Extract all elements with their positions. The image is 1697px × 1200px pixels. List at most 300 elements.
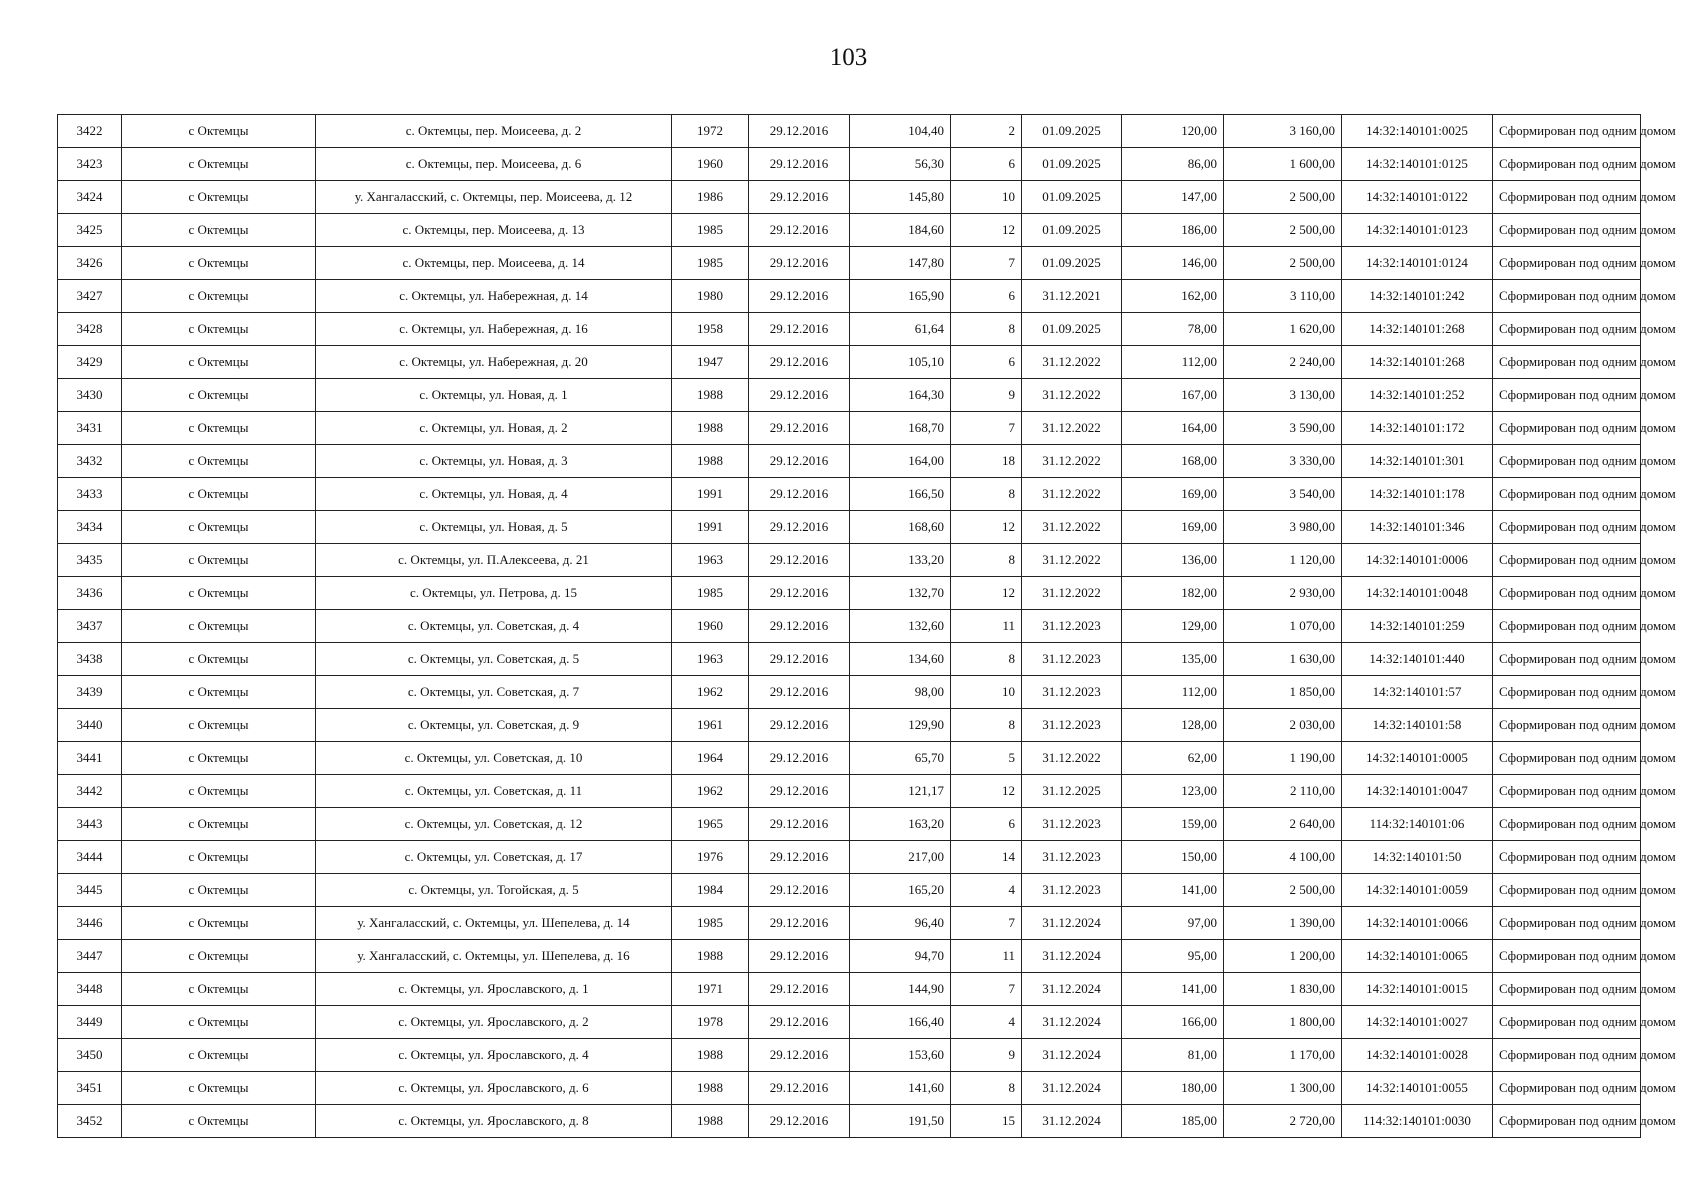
- cell-planned-date: 31.12.2023: [1022, 676, 1122, 709]
- cell-row-number: 3431: [58, 412, 122, 445]
- cell-planned-date: 31.12.2023: [1022, 643, 1122, 676]
- cell-area-2: 166,00: [1122, 1006, 1224, 1039]
- cell-planned-date: 31.12.2024: [1022, 1072, 1122, 1105]
- cell-row-number: 3447: [58, 940, 122, 973]
- cell-settlement: с Октемцы: [122, 313, 316, 346]
- cell-area-2: 185,00: [1122, 1105, 1224, 1138]
- cell-planned-date: 01.09.2025: [1022, 247, 1122, 280]
- cell-status: Сформирован под одним домом: [1493, 1006, 1641, 1039]
- cell-area-2: 120,00: [1122, 115, 1224, 148]
- cell-area: 141,60: [850, 1072, 951, 1105]
- cell-settlement: с Октемцы: [122, 676, 316, 709]
- cell-year-built: 1961: [672, 709, 749, 742]
- cell-cadastral-number: 114:32:140101:0030: [1342, 1105, 1493, 1138]
- cell-residents-count: 7: [951, 973, 1022, 1006]
- table-row: [58, 808, 1641, 841]
- cell-settlement: с Октемцы: [122, 610, 316, 643]
- cell-settlement: с Октемцы: [122, 973, 316, 1006]
- cell-year-built: 1947: [672, 346, 749, 379]
- cell-address: с. Октемцы, ул. Советская, д. 9: [316, 709, 672, 742]
- cell-settlement: с Октемцы: [122, 445, 316, 478]
- cell-date-registered: 29.12.2016: [749, 676, 850, 709]
- cell-row-number: 3438: [58, 643, 122, 676]
- cell-address: с. Октемцы, ул. Набережная, д. 20: [316, 346, 672, 379]
- cell-area: 121,17: [850, 775, 951, 808]
- cell-residents-count: 8: [951, 709, 1022, 742]
- cell-settlement: с Октемцы: [122, 280, 316, 313]
- cell-cost: 4 100,00: [1224, 841, 1342, 874]
- cell-row-number: 3441: [58, 742, 122, 775]
- cell-cost: 1 300,00: [1224, 1072, 1342, 1105]
- cell-residents-count: 11: [951, 610, 1022, 643]
- cell-cost: 3 110,00: [1224, 280, 1342, 313]
- cell-area: 56,30: [850, 148, 951, 181]
- cell-cadastral-number: 14:32:140101:268: [1342, 346, 1493, 379]
- table-row: [58, 709, 1641, 742]
- cell-settlement: с Октемцы: [122, 874, 316, 907]
- cell-row-number: 3423: [58, 148, 122, 181]
- cell-address: у. Хангаласский, с. Октемцы, ул. Шепелева, д. 14: [316, 907, 672, 940]
- cell-planned-date: 31.12.2022: [1022, 742, 1122, 775]
- cell-area: 133,20: [850, 544, 951, 577]
- cell-area-2: 164,00: [1122, 412, 1224, 445]
- cell-year-built: 1980: [672, 280, 749, 313]
- cell-address: с. Октемцы, ул. Новая, д. 3: [316, 445, 672, 478]
- cell-status: Сформирован под одним домом: [1493, 214, 1641, 247]
- cell-area: 168,60: [850, 511, 951, 544]
- cell-address: с. Октемцы, ул. П.Алексеева, д. 21: [316, 544, 672, 577]
- cell-planned-date: 31.12.2024: [1022, 907, 1122, 940]
- cell-area: 163,20: [850, 808, 951, 841]
- cell-date-registered: 29.12.2016: [749, 346, 850, 379]
- cell-planned-date: 01.09.2025: [1022, 313, 1122, 346]
- cell-status: Сформирован под одним домом: [1493, 280, 1641, 313]
- table-row: [58, 346, 1641, 379]
- cell-cost: 1 800,00: [1224, 1006, 1342, 1039]
- cell-date-registered: 29.12.2016: [749, 841, 850, 874]
- cell-status: Сформирован под одним домом: [1493, 1072, 1641, 1105]
- cell-area-2: 147,00: [1122, 181, 1224, 214]
- cell-planned-date: 31.12.2022: [1022, 577, 1122, 610]
- cell-planned-date: 31.12.2024: [1022, 940, 1122, 973]
- cell-planned-date: 31.12.2022: [1022, 412, 1122, 445]
- cell-row-number: 3433: [58, 478, 122, 511]
- cell-address: с. Октемцы, ул. Петрова, д. 15: [316, 577, 672, 610]
- cell-row-number: 3436: [58, 577, 122, 610]
- cell-status: Сформирован под одним домом: [1493, 643, 1641, 676]
- cell-planned-date: 31.12.2024: [1022, 1039, 1122, 1072]
- cell-cost: 2 110,00: [1224, 775, 1342, 808]
- table-row: [58, 643, 1641, 676]
- cell-residents-count: 11: [951, 940, 1022, 973]
- cell-date-registered: 29.12.2016: [749, 1039, 850, 1072]
- cell-date-registered: 29.12.2016: [749, 511, 850, 544]
- table-row: [58, 181, 1641, 214]
- table-row: [58, 940, 1641, 973]
- cell-cadastral-number: 14:32:140101:0006: [1342, 544, 1493, 577]
- cell-settlement: с Октемцы: [122, 841, 316, 874]
- cell-planned-date: 31.12.2022: [1022, 445, 1122, 478]
- cell-residents-count: 9: [951, 1039, 1022, 1072]
- cell-status: Сформирован под одним домом: [1493, 1039, 1641, 1072]
- cell-row-number: 3425: [58, 214, 122, 247]
- cell-year-built: 1985: [672, 577, 749, 610]
- cell-address: с. Октемцы, ул. Советская, д. 12: [316, 808, 672, 841]
- cell-residents-count: 8: [951, 1072, 1022, 1105]
- cell-status: Сформирован под одним домом: [1493, 874, 1641, 907]
- cell-planned-date: 31.12.2023: [1022, 874, 1122, 907]
- cell-address: с. Октемцы, ул. Тогойская, д. 5: [316, 874, 672, 907]
- cell-area: 165,20: [850, 874, 951, 907]
- cell-cadastral-number: 14:32:140101:346: [1342, 511, 1493, 544]
- cell-status: Сформирован под одним домом: [1493, 676, 1641, 709]
- cell-cadastral-number: 14:32:140101:0122: [1342, 181, 1493, 214]
- cell-planned-date: 31.12.2024: [1022, 973, 1122, 1006]
- cell-status: Сформирован под одним домом: [1493, 478, 1641, 511]
- cell-cadastral-number: 14:32:140101:0047: [1342, 775, 1493, 808]
- cell-cadastral-number: 14:32:140101:0125: [1342, 148, 1493, 181]
- cell-row-number: 3445: [58, 874, 122, 907]
- cell-date-registered: 29.12.2016: [749, 643, 850, 676]
- cell-cadastral-number: 14:32:140101:259: [1342, 610, 1493, 643]
- cell-date-registered: 29.12.2016: [749, 379, 850, 412]
- cell-date-registered: 29.12.2016: [749, 874, 850, 907]
- cell-year-built: 1962: [672, 676, 749, 709]
- cell-row-number: 3440: [58, 709, 122, 742]
- cell-cadastral-number: 14:32:140101:242: [1342, 280, 1493, 313]
- cell-status: Сформирован под одним домом: [1493, 313, 1641, 346]
- cell-cadastral-number: 14:32:140101:0124: [1342, 247, 1493, 280]
- table-row: [58, 247, 1641, 280]
- table-row: [58, 115, 1641, 148]
- cell-area-2: 159,00: [1122, 808, 1224, 841]
- cell-address: с. Октемцы, ул. Ярославского, д. 1: [316, 973, 672, 1006]
- cell-planned-date: 31.12.2022: [1022, 511, 1122, 544]
- cell-status: Сформирован под одним домом: [1493, 808, 1641, 841]
- cell-date-registered: 29.12.2016: [749, 544, 850, 577]
- cell-status: Сформирован под одним домом: [1493, 709, 1641, 742]
- cell-year-built: 1958: [672, 313, 749, 346]
- cell-address: с. Октемцы, ул. Советская, д. 10: [316, 742, 672, 775]
- cell-cost: 1 620,00: [1224, 313, 1342, 346]
- cell-address: с. Октемцы, ул. Новая, д. 4: [316, 478, 672, 511]
- cell-area: 164,30: [850, 379, 951, 412]
- cell-status: Сформирован под одним домом: [1493, 379, 1641, 412]
- cell-address: с. Октемцы, пер. Моисеева, д. 6: [316, 148, 672, 181]
- cell-area-2: 180,00: [1122, 1072, 1224, 1105]
- cell-status: Сформирован под одним домом: [1493, 445, 1641, 478]
- cell-row-number: 3450: [58, 1039, 122, 1072]
- cell-cost: 3 330,00: [1224, 445, 1342, 478]
- cell-cadastral-number: 14:32:140101:0055: [1342, 1072, 1493, 1105]
- cell-status: Сформирован под одним домом: [1493, 247, 1641, 280]
- cell-cadastral-number: 14:32:140101:0005: [1342, 742, 1493, 775]
- cell-area: 153,60: [850, 1039, 951, 1072]
- cell-area-2: 129,00: [1122, 610, 1224, 643]
- table-row: [58, 511, 1641, 544]
- table-row: [58, 973, 1641, 1006]
- cell-address: с. Октемцы, ул. Ярославского, д. 6: [316, 1072, 672, 1105]
- cell-area-2: 128,00: [1122, 709, 1224, 742]
- cell-area: 98,00: [850, 676, 951, 709]
- cell-area: 96,40: [850, 907, 951, 940]
- table-row: [58, 379, 1641, 412]
- cell-year-built: 1978: [672, 1006, 749, 1039]
- cell-year-built: 1964: [672, 742, 749, 775]
- table-row: [58, 214, 1641, 247]
- cell-row-number: 3428: [58, 313, 122, 346]
- cell-area-2: 78,00: [1122, 313, 1224, 346]
- page-number: 103: [829, 44, 868, 71]
- cell-area-2: 97,00: [1122, 907, 1224, 940]
- cell-area-2: 146,00: [1122, 247, 1224, 280]
- cell-area-2: 186,00: [1122, 214, 1224, 247]
- cell-status: Сформирован под одним домом: [1493, 181, 1641, 214]
- cell-area: 65,70: [850, 742, 951, 775]
- cell-residents-count: 12: [951, 577, 1022, 610]
- cell-area: 217,00: [850, 841, 951, 874]
- cell-status: Сформирован под одним домом: [1493, 544, 1641, 577]
- cell-cost: 1 120,00: [1224, 544, 1342, 577]
- cell-cadastral-number: 14:32:140101:0123: [1342, 214, 1493, 247]
- table-row: [58, 148, 1641, 181]
- cell-area-2: 167,00: [1122, 379, 1224, 412]
- cell-cost: 2 030,00: [1224, 709, 1342, 742]
- cell-area: 147,80: [850, 247, 951, 280]
- cell-address: с. Октемцы, пер. Моисеева, д. 14: [316, 247, 672, 280]
- cell-year-built: 1988: [672, 1105, 749, 1138]
- cell-row-number: 3426: [58, 247, 122, 280]
- cell-cadastral-number: 114:32:140101:06: [1342, 808, 1493, 841]
- cell-year-built: 1988: [672, 412, 749, 445]
- cell-status: Сформирован под одним домом: [1493, 610, 1641, 643]
- cell-year-built: 1985: [672, 214, 749, 247]
- cell-residents-count: 8: [951, 313, 1022, 346]
- table-row: [58, 841, 1641, 874]
- cell-residents-count: 14: [951, 841, 1022, 874]
- cell-area-2: 150,00: [1122, 841, 1224, 874]
- cell-cost: 1 850,00: [1224, 676, 1342, 709]
- cell-date-registered: 29.12.2016: [749, 907, 850, 940]
- cell-settlement: с Октемцы: [122, 808, 316, 841]
- cell-row-number: 3429: [58, 346, 122, 379]
- table-row: [58, 478, 1641, 511]
- cell-date-registered: 29.12.2016: [749, 940, 850, 973]
- table-row: [58, 280, 1641, 313]
- cell-status: Сформирован под одним домом: [1493, 1105, 1641, 1138]
- cell-cost: 3 980,00: [1224, 511, 1342, 544]
- cell-status: Сформирован под одним домом: [1493, 115, 1641, 148]
- cell-date-registered: 29.12.2016: [749, 412, 850, 445]
- cell-date-registered: 29.12.2016: [749, 808, 850, 841]
- cell-cadastral-number: 14:32:140101:0015: [1342, 973, 1493, 1006]
- cell-cost: 2 720,00: [1224, 1105, 1342, 1138]
- cell-area: 184,60: [850, 214, 951, 247]
- cell-address: с. Октемцы, ул. Ярославского, д. 4: [316, 1039, 672, 1072]
- cell-planned-date: 31.12.2022: [1022, 346, 1122, 379]
- cell-planned-date: 31.12.2024: [1022, 1006, 1122, 1039]
- cell-residents-count: 6: [951, 808, 1022, 841]
- cell-status: Сформирован под одним домом: [1493, 940, 1641, 973]
- cell-area: 94,70: [850, 940, 951, 973]
- cell-area: 104,40: [850, 115, 951, 148]
- cell-date-registered: 29.12.2016: [749, 115, 850, 148]
- cell-status: Сформирован под одним домом: [1493, 412, 1641, 445]
- cell-area-2: 169,00: [1122, 478, 1224, 511]
- cell-settlement: с Октемцы: [122, 775, 316, 808]
- cell-residents-count: 7: [951, 247, 1022, 280]
- cell-area-2: 112,00: [1122, 346, 1224, 379]
- cell-cost: 3 160,00: [1224, 115, 1342, 148]
- cell-year-built: 1988: [672, 379, 749, 412]
- cell-settlement: с Октемцы: [122, 742, 316, 775]
- cell-status: Сформирован под одним домом: [1493, 973, 1641, 1006]
- cell-residents-count: 4: [951, 1006, 1022, 1039]
- cell-date-registered: 29.12.2016: [749, 742, 850, 775]
- cell-planned-date: 31.12.2023: [1022, 709, 1122, 742]
- cell-row-number: 3452: [58, 1105, 122, 1138]
- cell-settlement: с Октемцы: [122, 181, 316, 214]
- cell-year-built: 1963: [672, 643, 749, 676]
- table-row: [58, 577, 1641, 610]
- cell-area: 166,40: [850, 1006, 951, 1039]
- cell-cadastral-number: 14:32:140101:50: [1342, 841, 1493, 874]
- table-row: [58, 445, 1641, 478]
- cell-planned-date: 31.12.2022: [1022, 544, 1122, 577]
- cell-planned-date: 01.09.2025: [1022, 148, 1122, 181]
- cell-cadastral-number: 14:32:140101:301: [1342, 445, 1493, 478]
- cell-area: 166,50: [850, 478, 951, 511]
- cell-area-2: 112,00: [1122, 676, 1224, 709]
- cell-year-built: 1985: [672, 247, 749, 280]
- cell-cost: 1 830,00: [1224, 973, 1342, 1006]
- registry-table: [57, 114, 1676, 1138]
- cell-area: 105,10: [850, 346, 951, 379]
- table-row: [58, 874, 1641, 907]
- cell-date-registered: 29.12.2016: [749, 610, 850, 643]
- cell-settlement: с Октемцы: [122, 940, 316, 973]
- table-row: [58, 1072, 1641, 1105]
- cell-area-2: 62,00: [1122, 742, 1224, 775]
- cell-settlement: с Октемцы: [122, 478, 316, 511]
- table-row: [58, 742, 1641, 775]
- cell-area-2: 169,00: [1122, 511, 1224, 544]
- cell-date-registered: 29.12.2016: [749, 775, 850, 808]
- cell-planned-date: 31.12.2022: [1022, 379, 1122, 412]
- cell-cost: 2 500,00: [1224, 181, 1342, 214]
- cell-residents-count: 6: [951, 280, 1022, 313]
- cell-address: с. Октемцы, ул. Ярославского, д. 8: [316, 1105, 672, 1138]
- cell-planned-date: 31.12.2023: [1022, 610, 1122, 643]
- cell-planned-date: 31.12.2024: [1022, 1105, 1122, 1138]
- cell-address: у. Хангаласский, с. Октемцы, пер. Моисеева, д. 12: [316, 181, 672, 214]
- cell-residents-count: 4: [951, 874, 1022, 907]
- cell-residents-count: 9: [951, 379, 1022, 412]
- cell-date-registered: 29.12.2016: [749, 280, 850, 313]
- cell-settlement: с Октемцы: [122, 148, 316, 181]
- table-row: [58, 1006, 1641, 1039]
- cell-row-number: 3437: [58, 610, 122, 643]
- cell-area: 145,80: [850, 181, 951, 214]
- cell-year-built: 1988: [672, 1039, 749, 1072]
- cell-row-number: 3432: [58, 445, 122, 478]
- cell-status: Сформирован под одним домом: [1493, 511, 1641, 544]
- cell-row-number: 3427: [58, 280, 122, 313]
- cell-area: 144,90: [850, 973, 951, 1006]
- cell-residents-count: 6: [951, 148, 1022, 181]
- cell-date-registered: 29.12.2016: [749, 313, 850, 346]
- cell-residents-count: 10: [951, 676, 1022, 709]
- cell-area-2: 182,00: [1122, 577, 1224, 610]
- cell-residents-count: 7: [951, 412, 1022, 445]
- cell-area: 129,90: [850, 709, 951, 742]
- cell-year-built: 1972: [672, 115, 749, 148]
- cell-area: 191,50: [850, 1105, 951, 1138]
- cell-row-number: 3422: [58, 115, 122, 148]
- cell-area: 61,64: [850, 313, 951, 346]
- cell-address: с. Октемцы, ул. Советская, д. 4: [316, 610, 672, 643]
- cell-row-number: 3424: [58, 181, 122, 214]
- cell-status: Сформирован под одним домом: [1493, 577, 1641, 610]
- cell-year-built: 1960: [672, 610, 749, 643]
- cell-settlement: с Октемцы: [122, 1072, 316, 1105]
- cell-year-built: 1984: [672, 874, 749, 907]
- cell-residents-count: 10: [951, 181, 1022, 214]
- cell-address: с. Октемцы, ул. Советская, д. 17: [316, 841, 672, 874]
- cell-cost: 3 130,00: [1224, 379, 1342, 412]
- cell-cost: 1 600,00: [1224, 148, 1342, 181]
- cell-settlement: с Октемцы: [122, 412, 316, 445]
- cell-settlement: с Октемцы: [122, 709, 316, 742]
- cell-address: с. Октемцы, пер. Моисеева, д. 2: [316, 115, 672, 148]
- cell-area-2: 81,00: [1122, 1039, 1224, 1072]
- cell-residents-count: 8: [951, 478, 1022, 511]
- cell-cost: 2 240,00: [1224, 346, 1342, 379]
- cell-planned-date: 31.12.2021: [1022, 280, 1122, 313]
- cell-area-2: 141,00: [1122, 874, 1224, 907]
- cell-residents-count: 2: [951, 115, 1022, 148]
- cell-settlement: с Октемцы: [122, 346, 316, 379]
- cell-address: с. Октемцы, ул. Советская, д. 7: [316, 676, 672, 709]
- cell-planned-date: 01.09.2025: [1022, 115, 1122, 148]
- cell-residents-count: 5: [951, 742, 1022, 775]
- cell-residents-count: 8: [951, 544, 1022, 577]
- cell-planned-date: 31.12.2023: [1022, 841, 1122, 874]
- cell-residents-count: 7: [951, 907, 1022, 940]
- cell-year-built: 1991: [672, 511, 749, 544]
- cell-cost: 2 500,00: [1224, 247, 1342, 280]
- cell-cost: 2 930,00: [1224, 577, 1342, 610]
- cell-date-registered: 29.12.2016: [749, 181, 850, 214]
- cell-planned-date: 01.09.2025: [1022, 181, 1122, 214]
- cell-year-built: 1976: [672, 841, 749, 874]
- cell-cost: 3 540,00: [1224, 478, 1342, 511]
- cell-residents-count: 12: [951, 214, 1022, 247]
- cell-address: у. Хангаласский, с. Октемцы, ул. Шепелева, д. 16: [316, 940, 672, 973]
- cell-cadastral-number: 14:32:140101:58: [1342, 709, 1493, 742]
- cell-cadastral-number: 14:32:140101:0027: [1342, 1006, 1493, 1039]
- cell-residents-count: 12: [951, 511, 1022, 544]
- cell-year-built: 1960: [672, 148, 749, 181]
- table-row: [58, 412, 1641, 445]
- cell-cadastral-number: 14:32:140101:268: [1342, 313, 1493, 346]
- cell-status: Сформирован под одним домом: [1493, 148, 1641, 181]
- cell-cadastral-number: 14:32:140101:172: [1342, 412, 1493, 445]
- cell-status: Сформирован под одним домом: [1493, 841, 1641, 874]
- cell-year-built: 1985: [672, 907, 749, 940]
- cell-settlement: с Октемцы: [122, 214, 316, 247]
- cell-date-registered: 29.12.2016: [749, 709, 850, 742]
